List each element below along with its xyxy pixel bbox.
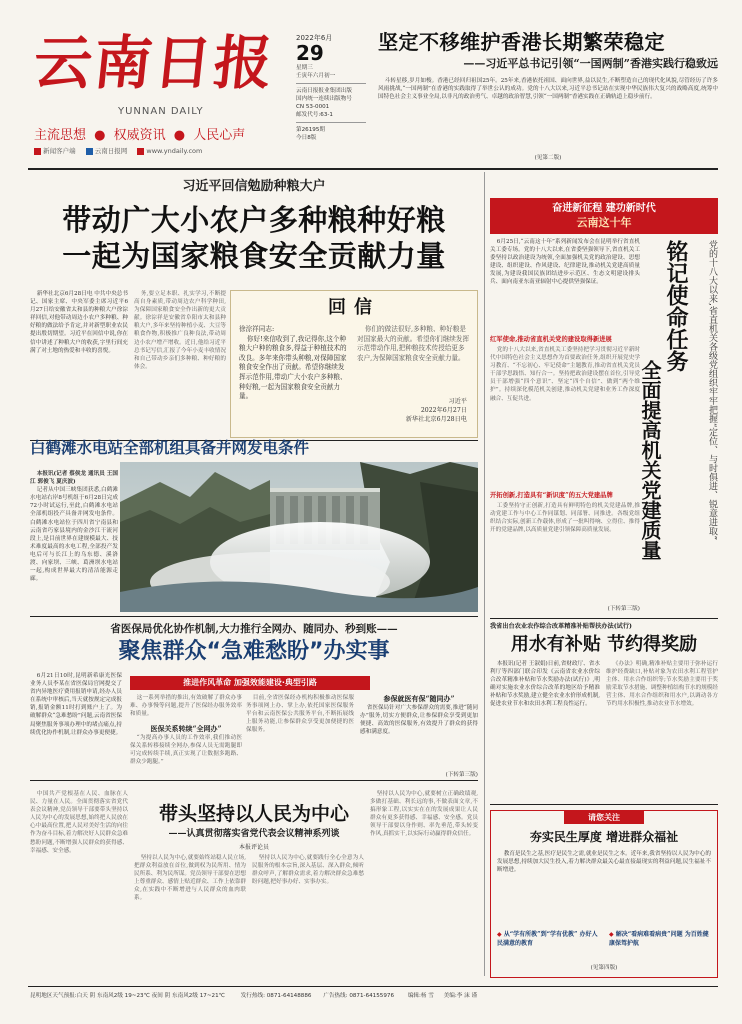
right-banner-line-2: 云南这十年 [576, 216, 632, 229]
people-story: 中国共产党根基在人民、血脉在人民、力量在人民。全面贯彻落实省党代表会议精神,党员领导干部要带头坚持以人民为中心的发展思想,始终把人民放在心中最高位置,把人民对美好生活的向往作为奋斗目标,着力解决好人民群众急难愁盼问题,不断增强人民群众的获得感、幸福感、安全感。 带头坚持以人民为中心 ——认真贯彻落实省党代表会议精神系列谈 本报评论员 坚持以人民为中心,就要始终站稳人民立场,把群众利益放在首位,做到权为民所用、情为民所系、利为民所谋。党员领导干部要在思想上尊重群众、感情上贴近群众、工作上依靠群众,在实践中不断增进与人民群众的血肉联系。 坚持以人民为中心,就要践行全心全意为人民服务的根本宗旨,深入基层、深入群众,倾听群众呼声,了解群众需求,着力解决群众急难愁盼问题,把好事办好、实事办实。 坚持以人民为中心,就要树立正确政绩观,多做打基础、利长远的事,不做表面文章,不搞形象工程,以实实在在的发展成果让人民群众有更多获得感、幸福感、安全感。党员领导干部要以身作则、率先垂范,带头转变作风,真抓实干,以实际行动赢得群众信任。 [30, 791, 478, 902]
lead-story-title: 坚定不移维护香港长期繁荣稳定 [378, 30, 665, 54]
subsidy-story-kicker: 我省出台农业农作综合改革精准补贴帮扶办法(试行) [490, 623, 632, 630]
dateline-box [296, 34, 366, 164]
footer-ad-label: 广告热线: [323, 993, 348, 999]
date-weekday: 星期三 [296, 65, 313, 71]
letter-box: 回信 徐淙祥同志: 你好!来信收到了,我记得你,这个种粮大户种的粮食多,得益于种植技术的改良。多年来你带头种粮,对保障国家粮食安全作出了贡献。希望你继续发挥示范作用,带动广大小农户多种粮、种好粮,一起为国家粮食安全贡献力量。 你们的做法很好,多种粮、种好粮是对国家最大的贡献。希望你们继续发挥示范带动作用,把种粮技术传授给更多农户,为保障国家粮食安全贡献力量。 习近平 2022年6月27日 新华社北京6月28日电 [230, 290, 478, 438]
subsidy-story-title: 用水有补贴 节约得奖励 [510, 634, 698, 655]
lead-story-subtitle: ——习近平总书记引领“一国两制”香港实践行稳致远 [463, 57, 718, 70]
right-subhead-1: 红军使命,推动省直机关党的建设取得新进展 [490, 336, 612, 343]
dam-story-body: 记者从中国三峡集团获悉,白鹤滩水电站右岸8号机组于6月28日完成72小时试运行,至此,白鹤滩水电站全部机组投产具备并网发电条件。白鹤滩水电站位于四川省宁南县和云南省巧家县境内的金沙江干流河段上,是目前世界在建规模最大、技术难度最高的水电工程,全部投产发电后可与长江上的乌东德、溪洛渡、向家坝、三峡、葛洲坝水电站一起,构成世界最大的清洁能源走廊。 [30, 487, 118, 583]
people-story-body: 中国共产党根基在人民、血脉在人民、力量在人民。全面贯彻落实省党代表会议精神,党员领导干部要带头坚持以人民为中心的发展思想,始终把人民放在心中最高位置,把人民对美好生活的向往作为奋斗目标,着力解决好人民群众急难愁盼问题,不断增强人民群众的获得感、幸福感、安全感。 [30, 791, 128, 854]
lead-story-body: 斗转星移,岁月如梭。香港已经回归祖国25年。25年来,香港依托祖国、面向世界,益以民生,不断塑造自己的现代化风貌,尽管经历了许多风雨挑战,“一国两制”在香港的实践取得了举世公认的成功。党的十八大以来,习近平总书记站在实现中华民族伟大复兴的战略高度,统筹中国特色社会主义事业全局,以非凡的政治勇气、卓越的政治智慧,引领“一国两制”香港实践在正确轨道上稳步前行。 [378, 78, 718, 101]
mass-story-title: 聚焦群众“急难愁盼”办实事 [118, 639, 390, 664]
letter-date: 2022年6月27日 [420, 407, 467, 414]
letter-title: 回信 [328, 297, 380, 318]
right-body-text: 6月25日,“云南这十年”系列新闻发布会在昆明举行省直机关工委专场。党的十八大以来,在省委坚强领导下,省直机关工委坚持以政治建设为统领,全面加强机关党的政治建设、思想建设、组织建设、作风建设、纪律建设,推动机关党建高质量发展,为建设我国民族团结进步示范区、生态文明建设排头兵、面向南亚东南亚辐射中心提供坚强保证。 [490, 239, 640, 286]
comment-box-continued: (见第四版) [590, 965, 618, 971]
comment-link-1[interactable]: 从“学有所教”到“学有优教” 办好人民满意的教育 [497, 931, 598, 947]
xi-story-kicker: 习近平回信勉励种粮大户 [182, 179, 326, 194]
footer-ad: 0871-64155976 [349, 993, 395, 999]
right-subhead-2: 开拓创新,打造具有“新识度”的五大党建品牌 [490, 492, 613, 499]
dam-story-byline: 本报讯(记者 蔡侯龙 通讯员 王国江 郭俊飞 夏庆波) [30, 471, 118, 486]
xi-story-title-2: 一起为国家粮食安全贡献力量 [62, 239, 446, 273]
date-day: 29 [296, 41, 324, 65]
footer-app: 新闻客户端 [43, 147, 76, 155]
letter-sign: 习近平 [448, 398, 467, 405]
subsidy-story: 我省出台农业农作综合改革精准补贴帮扶办法(试行) 用水有补贴 节约得奖励 本报讯(记者 王淑娟)日前,省财政厅、省水利厅等四部门联合印发《云南省农业水价综合改革精准补贴和节水奖励办法(试行)》,明确对实施农业水价综合改革的地区给予精准补贴和节水奖励,建立健全农业水价形成机制,促进农业节水和农田水利工程良性运行。 《办法》明确,精准补贴主要用于弥补运行维护经费缺口,补贴对象为农田水利工程管护主体、用水合作组织等;节水奖励主要用于奖励采取节水措施、调整种植结构节水的规模经营主体、用水合作组织和用水户,以调动各方节约用水积极性,推动农业节水增效。 [490, 623, 718, 708]
mass-story-aside-body: 省医保局针对广大参保群众的需要,推进“随同办”服务,切实方便群众,让参保群众享受到更加便捷、高效的医保服务,有效提升了群众的获得感和满意度。 [360, 705, 478, 736]
publisher: 云南日报报业集团出版 [296, 88, 352, 94]
mass-story: 省医保局优化协作机制,大力推行全网办、随同办、秒到账—— 聚焦群众“急难愁盼”办实事 6月21日10时,昆明新希康光医保业务人员李某在省医保局官网提交了省内异地医疗费用报销申请,经办人员在系统中审核后,当天就按规定完成报销,报销金额11时打到账户上了。为破解群众“急难愁盼”问题,云南省医保局聚焦服务事项办理中的堵点痛点,持续优化协作机制,让群众办事更便捷。 推进作风革命 加强效能建设·典型引路 这一系列举措的推出,有效破解了群众办事难、办事慢等问题,提升了医保经办服务效率和质量。 医保关系转续“全网办” “为提高办事人员的工作效率,我们推动医保关系转移接续全网办,参保人员无需跑腿即可完成转续手续,真正实现了让数据多跑路、群众少跑腿。” 目前,全省医保经办机构积极推动医保服务事项网上办、掌上办,依托国家医保服务平台和云南医保公共服务平台,不断拓展线上服务功能,让参保群众享受更加便捷的医保服务。 参保就医有保“随同办” 省医保局针对广大参保群众的需要,推进“随同办”服务,切实方便群众,让参保群众享受到更加便捷、高效的医保服务,有效提升了群众的获得感和满意度。 (下转第三版) [30, 623, 478, 778]
slogan-1: 主流思想 [34, 128, 87, 143]
right-banner [490, 198, 718, 234]
letter-body: 你好!来信收到了,我记得你,这个种粮大户种的粮食多,得益于种植技术的改良。多年来你带头种粮,对保障国家粮食安全作出了贡献。希望你继续发挥示范作用,带动广大小农户多种粮、种好粮,一起为国家粮食安全贡献力量。 [239, 334, 347, 401]
people-story-subtitle: ——认真贯彻落实省党代表会议精神系列谈 [168, 829, 340, 839]
right-vertical-title-2: 全面提高机关党建质量 [638, 360, 662, 560]
people-story-title: 带头坚持以人民为中心 [158, 803, 349, 825]
mass-story-banner: 推进作风革命 加强效能建设·典型引路 [130, 676, 370, 690]
cn-code: CN 53-0001 [296, 104, 330, 110]
mass-story-aside-title: 参保就医有保“随同办” [383, 694, 455, 703]
page-count: 今日8版 [296, 135, 317, 141]
right-body: 6月25日,“云南这十年”系列新闻发布会在昆明举行省直机关工委专场。党的十八大以来,在省委坚强领导下,省直机关工委坚持以政治建设为统领,全面加强机关党的政治建设、思想建设、组织建设、作风建设、纪律建设,推动机关党建高质量发展,为建设我国民族团结进步示范区、生态文明建设排头兵、面向南亚东南亚辐射中心提供坚强保证。 红军使命,推动省直机关党的建设取得新进展 党的十八大以来,省直机关工委坚持把学习贯彻习近平新时代中国特色社会主义思想作为首要政治任务,组织开展党史学习教育、“不忘初心、牢记使命”主题教育,推动省直机关党员干部学思践悟、知行合一。坚持把政治建设摆在首位,引导党员干部增强“四个意识”、坚定“四个自信”、做到“两个维护”。持续深化模范机关创建,推动机关党建和业务工作深度融合、互促共进。 开拓创新,打造具有“新识度”的五大党建品牌 工委坚持守正创新,打造具有鲜明特色的机关党建品牌,推动党建工作与中心工作同谋划、同部署、同推进。各级党组织结合实际,创新工作载体,形成了一批叫得响、立得住、推得开的党建品牌,以高质量党建引领保障高质量发展。 (下转第三版) [490, 239, 640, 612]
mass-story-continued: (下转第三版) [445, 772, 478, 778]
newspaper-english-name: YUNNAN DAILY [118, 106, 204, 117]
date-lunar: 壬寅年六月初一 [296, 73, 336, 79]
footer-weather: 昆明地区天气预报:白天 阴 东南风2级 19~23℃ 夜间 阴 东南风2级 17~21℃ [30, 993, 225, 999]
subsidy-story-body: 本报讯(记者 王淑娟)日前,省财政厅、省水利厅等四部门联合印发《云南省农业水价综合改革精准补贴和节水奖励办法(试行)》,明确对实施农业水价综合改革的地区给予精准补贴和节水奖励,建立健全农业水价形成机制,促进农业节水和农田水利工程良性运行。 [490, 661, 600, 708]
right-vertical-subtitle: 党的十八大以来,省直机关各级党组织牢牢把握“定位、与时俱进、锐意进取” [707, 240, 717, 541]
footer-url: www.yndaily.com [146, 147, 203, 155]
xi-story-title-1: 带动广大小农户多种粮种好粮 [62, 203, 446, 237]
comment-box-label: 请您关注 [564, 811, 644, 824]
dam-photo [120, 462, 478, 612]
dam-story-title: 白鹤滩水电站全部机组具备并网发电条件 [30, 439, 310, 457]
page-footer [30, 990, 718, 1004]
cn-label: 国内统一连续出版物号 [296, 96, 352, 102]
lead-story-continued: (见第二版) [534, 155, 562, 161]
right-continued: (下转第三版) [607, 606, 640, 612]
lead-story [378, 30, 718, 164]
slogan-3: 人民心声 [193, 128, 246, 143]
footer-hotline: 0871-64148886 [266, 993, 312, 999]
slogan-2: 权威资讯 [113, 128, 166, 143]
issue-number: 第26195期 [296, 127, 325, 133]
newspaper-logo: 云南日报 [30, 29, 278, 97]
mass-story-kicker: 省医保局优化协作机制,大力推行全网办、随同办、秒到账—— [110, 623, 398, 635]
letter-salutation: 徐淙祥同志: [239, 325, 275, 333]
mass-story-body: 6月21日10时,昆明新希康光医保业务人员李某在省医保局官网提交了省内异地医疗费用报销申请,经办人员在系统中审核后,当天就按规定完成报销,报销金额11时打到账户上了。为破解群众“急难愁盼”问题,云南省医保局聚焦服务事项办理中的堵点痛点,持续优化协作机制,让群众办事更便捷。 [30, 673, 122, 736]
date-year-month: 2022年6月 [296, 34, 333, 42]
mass-story-subhead: 医保关系转续“全网办” [150, 724, 222, 733]
right-vertical-title-1: 铭记使命任务 [663, 240, 688, 372]
footer-editor: 编辑:杨 雪 [407, 993, 434, 999]
comment-box-title: 夯实民生厚度 增进群众福祉 [529, 830, 679, 844]
footer-site: 云南日报网 [94, 147, 128, 155]
slogan-bar: 主流思想 ● 权威资讯 ● 人民心声 [34, 128, 246, 143]
comment-link-2[interactable]: 解决“看病难看病贵”问题 为百姓健康保驾护航 [609, 931, 709, 947]
footer-hotline-label: 发行热线: [240, 993, 265, 999]
comment-box-body: 教育是民生之基,医疗是民生之需,就业是民生之本。近年来,我省坚持以人民为中心的发展思想,持续加大民生投入,着力解决群众最关心最直接最现实的利益问题,民生福祉不断增进。 [497, 851, 711, 874]
masthead [30, 20, 288, 162]
post-code: 邮发代号:63-1 [296, 112, 333, 118]
right-banner-line-1: 奋进新征程 建功新时代 [552, 203, 656, 214]
letter-date-2: 新华社北京6月28日电 [405, 416, 467, 423]
footer-design: 美编:李 沫 谨 [443, 993, 478, 999]
people-story-byline: 本报评论员 [238, 844, 269, 851]
xi-story: 习近平回信勉励种粮大户 带动广大小农户多种粮种好粮 一起为国家粮食安全贡献力量 新华社北京6月28日电 中共中央总书记、国家主席、中央军委主席习近平6月27日给安徽省太和县的种粮大户徐淙祥回信,对他带动周边小农户多种粮、种好粮的做法给予肯定,并对新型职业农民提出殷切期望。习近平在回信中说,你在信中讲述了种粮大户的收获,字里行间充满了对土地的热爱和丰收的喜悦。 务,要立足本职、扎实学习,不断提高自身素质,带动周边农户科学种田,为保障国家粮食安全作出新的更大贡献。徐淙祥是安徽省阜阳市太和县种粮大户,多年来坚持种植小麦、大豆等粮食作物,积极推广良种良法,带动周边小农户增产增收。近日,他给习近平总书记写信,汇报了今年小麦丰收情况和自己带动乡亲们多种粮、种好粮的体会。 回信 徐淙祥同志: 你好!来信收到了,我记得你,这个种粮大户种的粮食多,得益于种植技术的改良。多年来你带头种粮,对保障国家粮食安全作出了贡献。希望你继续发挥示范作用,带动广大小农户多种粮、种好粮,一起为国家粮食安全贡献力量。 你们的做法很好,多种粮、种好粮是对国家最大的贡献。希望你们继续发挥示范带动作用,把种粮技术传授给更多农户,为保障国家粮食安全贡献力量。 习近平 2022年6月27日 新华社北京6月28日电 [30, 178, 478, 596]
comment-box: 请您关注 夯实民生厚度 增进群众福祉 教育是民生之基,医疗是民生之需,就业是民生之本。近年来,我省坚持以人民为中心的发展思想,持续加大民生投入,着力解决群众最关心最直接最现实的利益问题,民生福祉不断增进。 ◆ 从“学有所教”到“学有优教” 办好人民满意的教育 ◆ 解决“看病难看病贵”问题 为百姓健康保驾护航 (见第四版) [490, 810, 718, 978]
xi-story-body: 新华社北京6月28日电 中共中央总书记、国家主席、中央军委主席习近平6月27日给安徽省太和县的种粮大户徐淙祥回信,对他带动周边小农户多种粮、种好粮的做法给予肯定,并对新型职业农民提出殷切期望。习近平在回信中说,你在信中讲述了种粮大户的收获,字里行间充满了对土地的热爱和丰收的喜悦。 [30, 291, 128, 354]
